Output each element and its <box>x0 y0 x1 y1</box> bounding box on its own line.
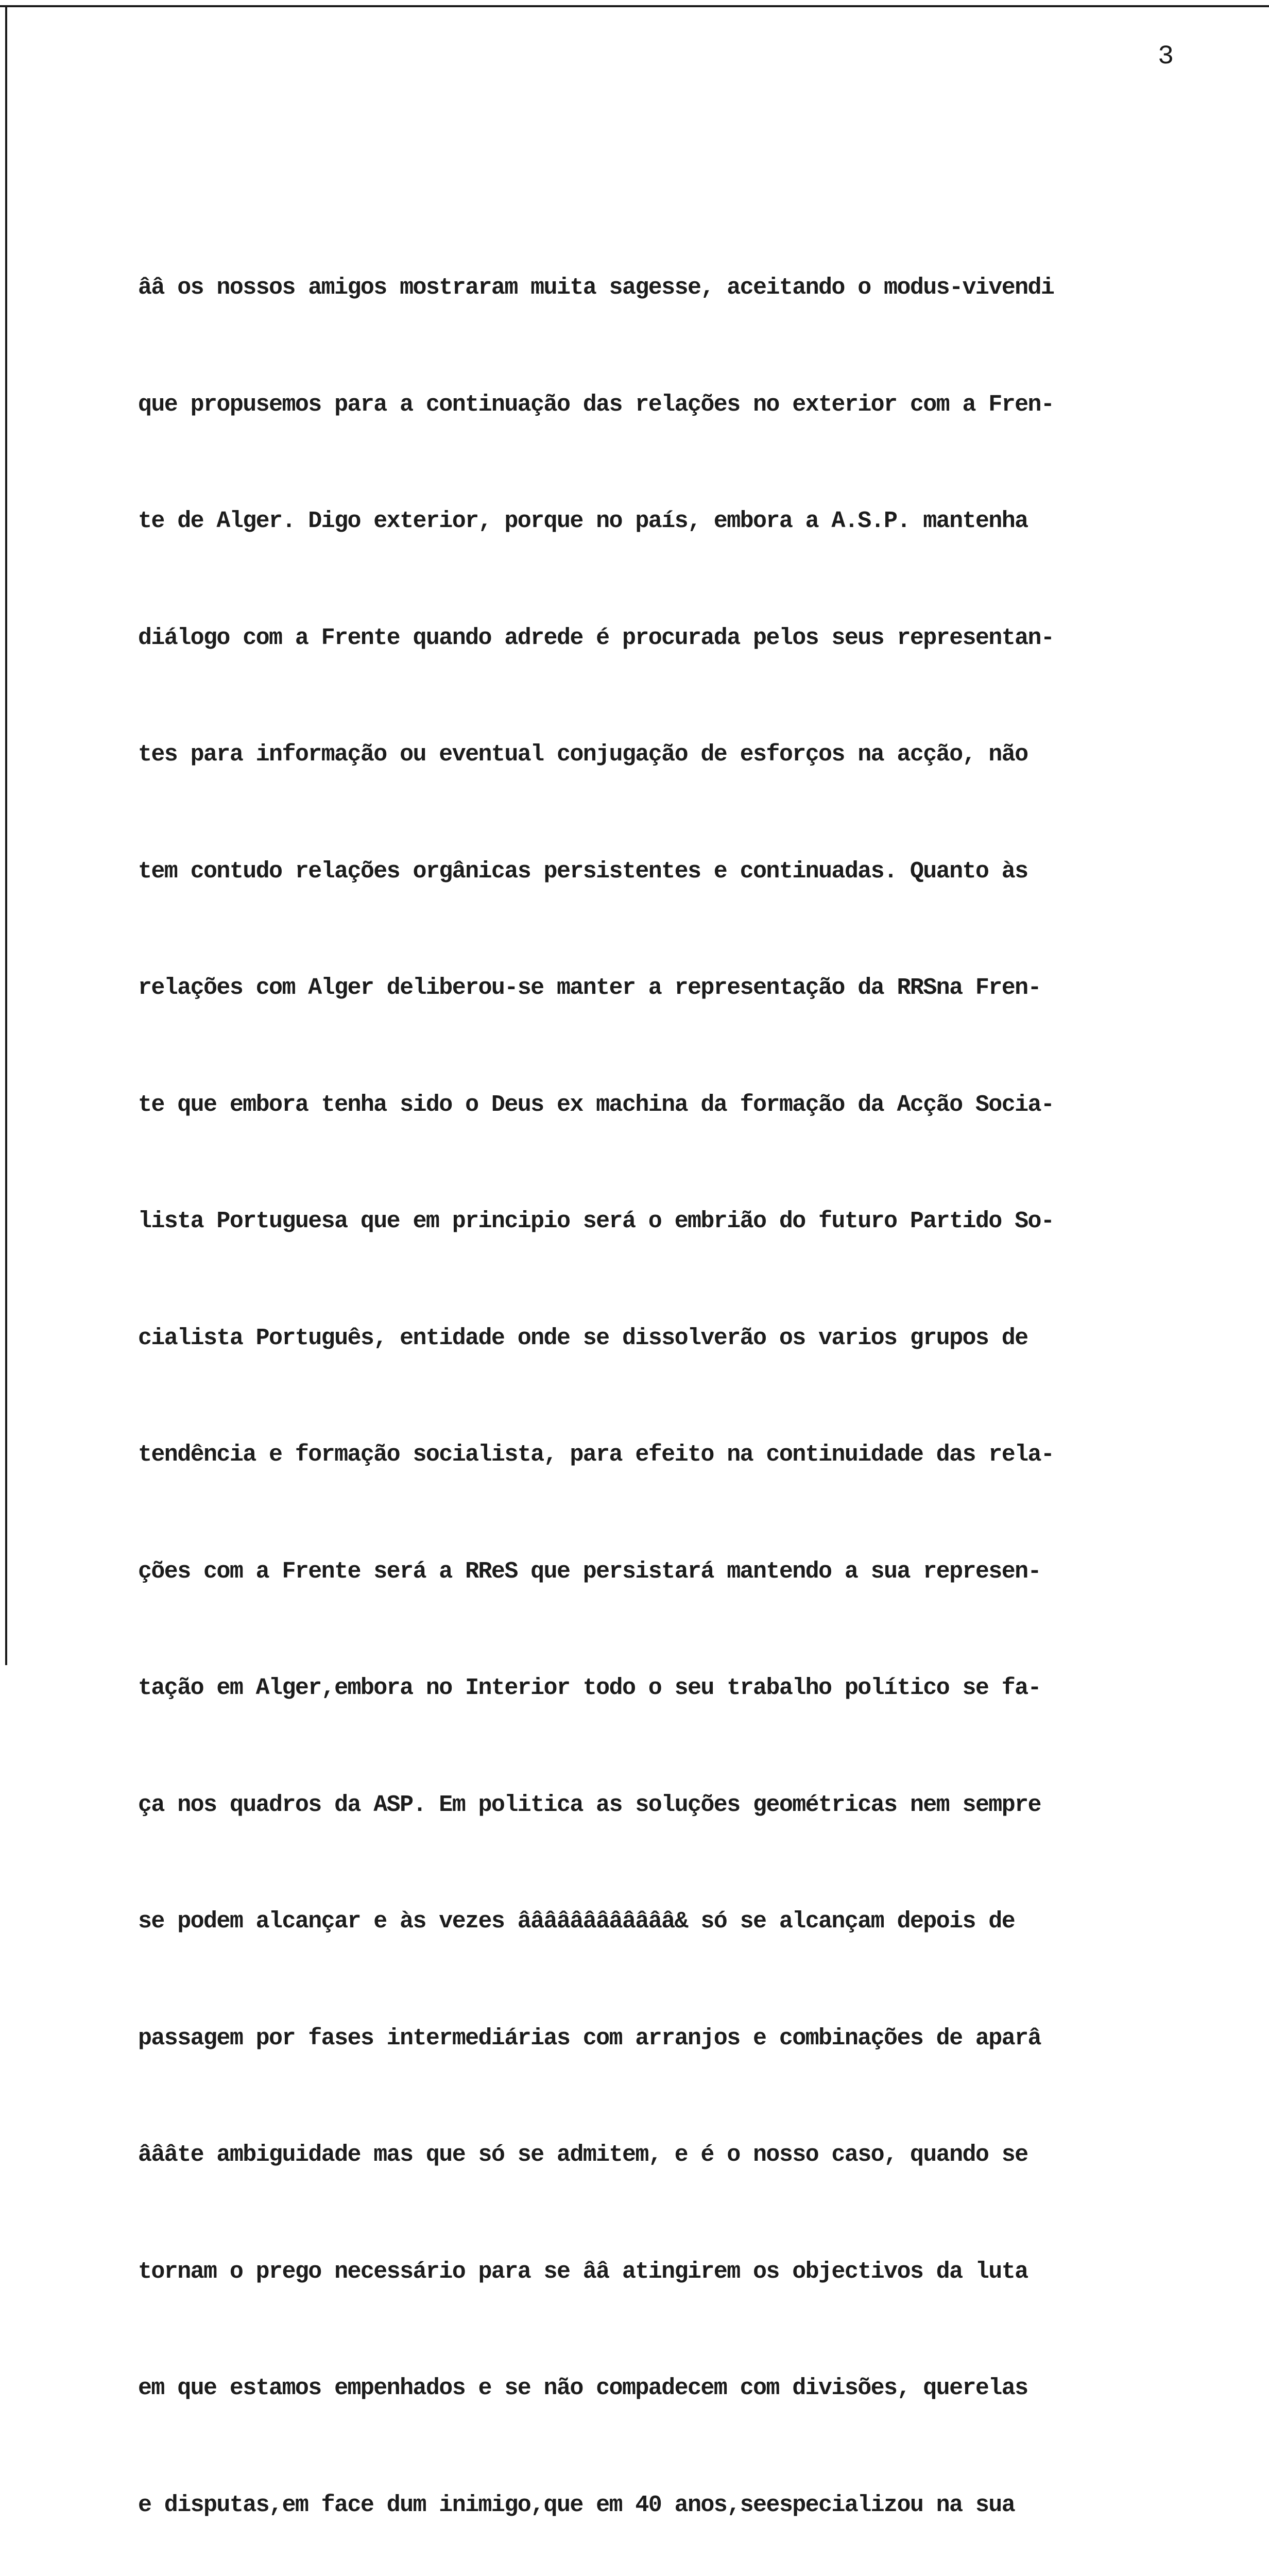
text-line: diálogo com a Frente quando adrede é procurada pelos seus representan- <box>138 624 1054 651</box>
text-line: que propusemos para a continuação das relações no exterior com a Fren- <box>138 391 1054 418</box>
text-line: tornam o prego necessário para se ââ atingirem os objectivos da luta <box>138 2258 1028 2285</box>
text-line: te de Alger. Digo exterior, porque no país, embora a A.S.P. mantenha <box>138 508 1028 534</box>
text-line: ça nos quadros da ASP. Em politica as soluções geométricas nem sempre <box>138 1791 1041 1818</box>
text-line: tação em Alger,embora no Interior todo o seu trabalho político se fa- <box>138 1675 1041 1701</box>
text-line: e disputas,em face dum inimigo,que em 40 anos,seespecializou na sua <box>138 2492 1015 2518</box>
text-line: te que embora tenha sido o Deus ex machina da formação da Acção Socia- <box>138 1091 1054 1118</box>
text-line: ââ os nossos amigos mostraram muita sagesse, aceitando o modus-vivendi <box>138 275 1054 301</box>
page-edge-top <box>0 5 1269 7</box>
text-line: em que estamos empenhados e se não compadecem com divisões, querelas <box>138 2375 1028 2401</box>
page-edge-left <box>5 5 7 1665</box>
text-line: lista Portuguesa que em principio será o embrião do futuro Partido So- <box>138 1208 1054 1234</box>
text-line: se podem alcançar e às vezes ââââââââââââ& só se alcançam depois de <box>138 1908 1015 1935</box>
text-line: passagem por fases intermediárias com arranjos e combinações de aparâ <box>138 2025 1041 2052</box>
text-line: tem contudo relações orgânicas persistentes e continuadas. Quanto às <box>138 858 1028 885</box>
text-line: tendência e formação socialista, para efeito na continuidade das rela- <box>138 1442 1054 1468</box>
page-number: 3 <box>1158 41 1174 72</box>
text-line: relações com Alger deliberou-se manter a representação da RRSna Fren- <box>138 975 1041 1001</box>
text-line: âââte ambiguidade mas que só se admitem, e é o nosso caso, quando se <box>138 2142 1028 2168</box>
text-line: ções com a Frente será a RReS que persistará mantendo a sua represen- <box>138 1558 1041 1585</box>
letter-body <box>138 191 1250 2576</box>
text-line: cialista Português, entidade onde se dissolverão os varios grupos de <box>138 1325 1028 1351</box>
text-line: tes para informação ou eventual conjugação de esforços na acção, não <box>138 741 1028 768</box>
